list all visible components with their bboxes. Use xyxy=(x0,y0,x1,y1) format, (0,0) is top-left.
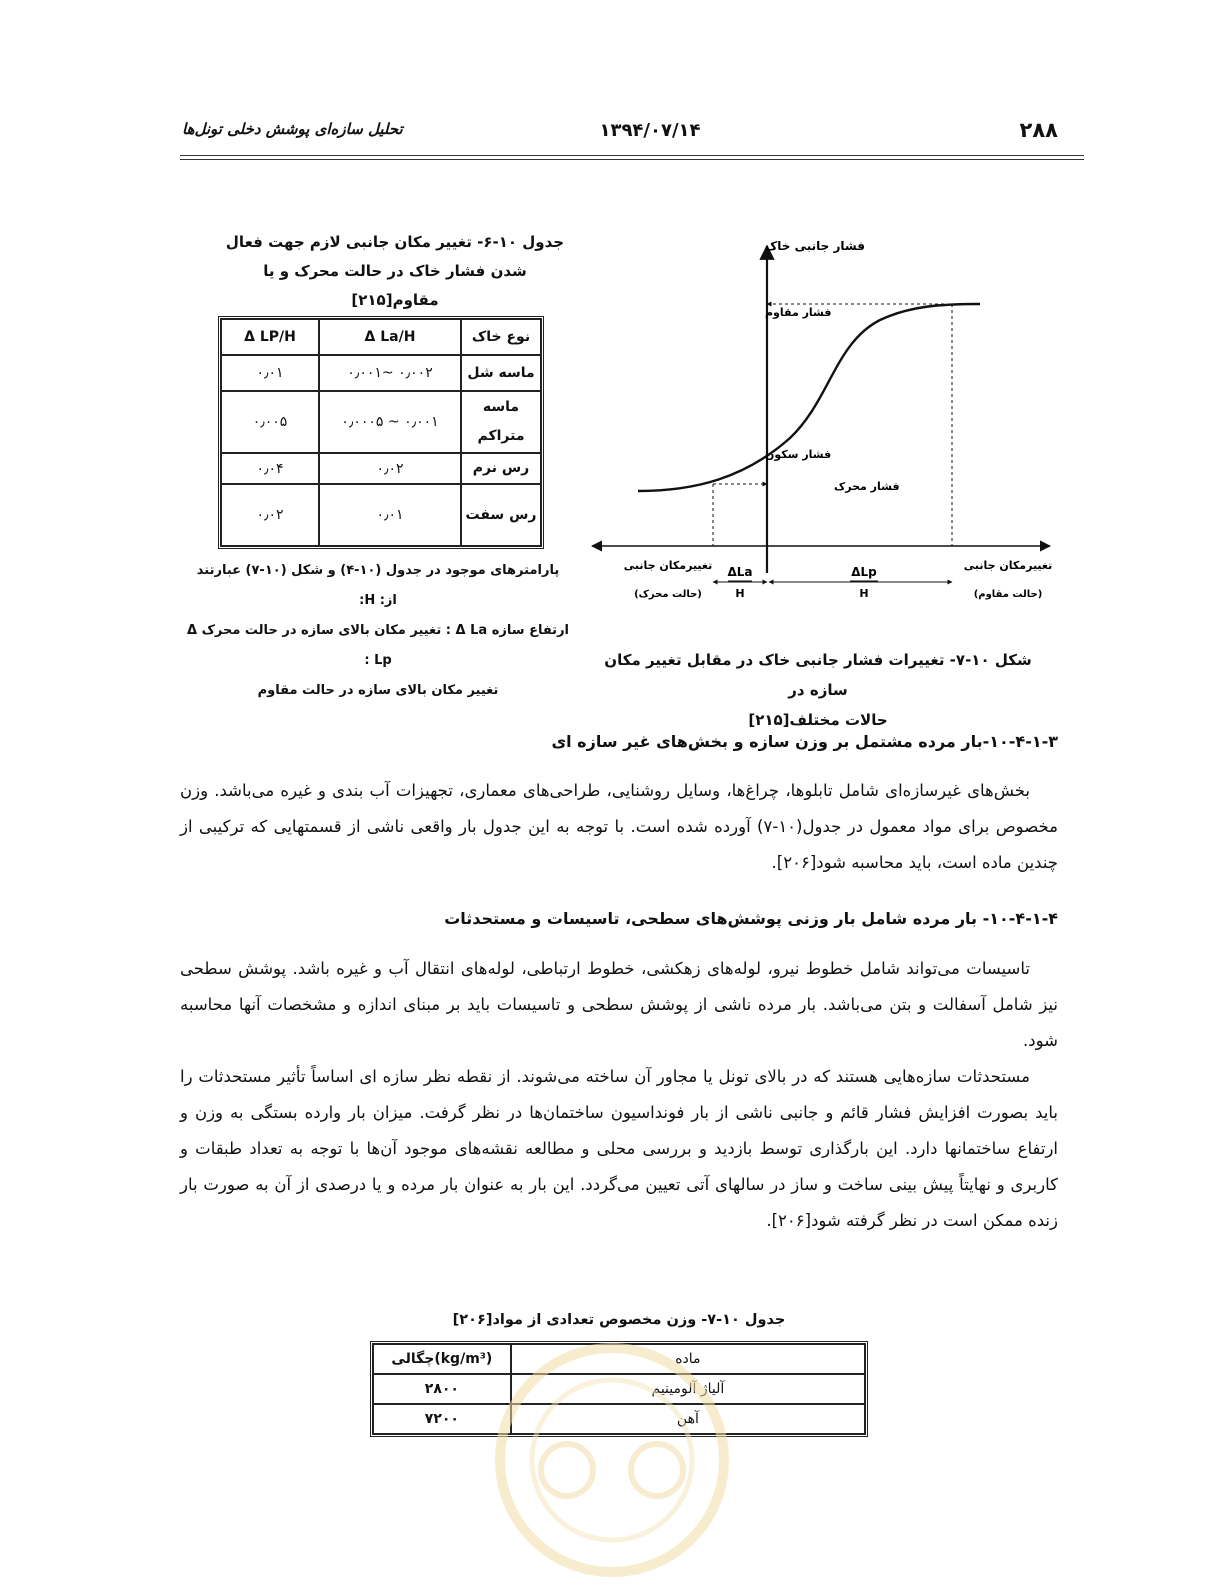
header-lp: Δ LP/H xyxy=(221,319,319,355)
cell-lp: ۰٫۰۰۵ xyxy=(221,391,319,453)
dlp-label: ΔLp xyxy=(851,565,877,579)
cell-material: آهن xyxy=(511,1404,865,1434)
cell-material: آلیاژ آلومینیم xyxy=(511,1374,865,1404)
cell-la: ۰٫۰۲ xyxy=(319,453,461,484)
header-density: چگالی(kg/m³) xyxy=(373,1344,511,1374)
parameter-note-line1: پارامترهای موجود در جدول (۱۰-۴) و شکل (۱۰-۷) عبارتند از: H: xyxy=(196,563,560,608)
dlp-denominator: H xyxy=(859,587,869,600)
table-10-6-caption-line3: مقاوم[۲۱۵] xyxy=(351,291,439,309)
figure-caption-line1: شکل ۱۰-۷- تغییرات فشار جانبی خاک در مقابل تغییر مکان سازه در xyxy=(604,651,1032,699)
header-rule-top xyxy=(180,155,1084,156)
right-axis-label-line1: تغییرمکان جانبی xyxy=(963,559,1053,572)
section-4-paragraph-2: مستحدثات سازه‌هایی هستند که در بالای تونل یا مجاور آن ساخته می‌شوند. از نقطه نظر سازه ای اساساً تأثیر مستحدثات را باید بصورت افزایش فشار قائم و جانبی ناشی از بار فونداسیون ساختمان‌ها در نظر گرفت. میزان بار وارده بستگی به وزن و ارتفاع ساختمانها دارد. این بارگذاری توسط بازدید و بررسی محلی و مطالعه نقشه‌های موجود آن‌ها با توجه به تعداد طبقات و کاربری و نهایتاً پیش بینی ساخت و ساز در سالهای آتی تعیین می‌گردد. این بار به عنوان بار مرده و یا درصدی از آن به صورت بار زنده ممکن است در نظر گرفته شود[۲۰۶]. xyxy=(180,1067,1058,1230)
table-row xyxy=(221,355,541,391)
left-axis-label-line2: (حالت محرک) xyxy=(634,589,702,600)
right-axis-label-line2: (حالت مقاوم) xyxy=(973,589,1043,600)
section-heading-10-4-1-4: ۱۰-۴-۱-۴- بار مرده شامل بار وزنی پوشش‌های سطحی، تاسیسات و مستحدثات xyxy=(444,909,1058,928)
cell-soil: ماسه متراکم xyxy=(461,391,541,453)
table-10-6 xyxy=(218,316,544,549)
figure-caption-line2: حالات مختلف[۲۱۵] xyxy=(748,711,888,729)
cell-soil: رس سفت xyxy=(461,484,541,546)
table-10-6-caption-line2: شدن فشار خاک در حالت محرک و یا xyxy=(263,262,527,280)
label-active-pressure: فشار محرک xyxy=(834,480,900,493)
parameter-note-line2: ارتفاع سازه Δ La : تغییر مکان بالای سازه در حالت محرک Δ Lp : xyxy=(186,623,570,668)
cell-la: ۰٫۰۱ xyxy=(319,484,461,546)
figure-10-7 xyxy=(580,228,1060,608)
header-soil: نوع خاک xyxy=(461,319,541,355)
cell-la: ۰٫۰۰۰۵ ~ ۰٫۰۰۱ xyxy=(319,391,461,453)
dla-label: ΔLa xyxy=(727,565,753,579)
watermark-seal xyxy=(482,1320,742,1584)
left-axis-label-line1: تغییرمکان جانبی xyxy=(623,559,713,572)
section-4-paragraph-1: تاسیسات می‌تواند شامل خطوط نیرو، لوله‌های زهکشی، خطوط ارتباطی، لوله‌های انتقال آب و غیره باشد. پوشش سطحی نیز شامل آسفالت و بتن می‌باشد. بار مرده ناشی از پوشش سطحی و تاسیسات باید بر مبنای اندازه و مشخصات آنها محاسبه شود. xyxy=(180,959,1058,1050)
table-row xyxy=(221,391,541,453)
table-row xyxy=(221,453,541,484)
parameter-note-line3: تغییر مکان بالای سازه در حالت مقاوم xyxy=(257,683,499,698)
label-rest-pressure: فشار سکون xyxy=(765,448,832,461)
table-row xyxy=(221,484,541,546)
cell-density: ۷۲۰۰ xyxy=(373,1404,511,1434)
y-axis-label: فشار جانبی خاک xyxy=(765,239,865,253)
running-header-date: ۱۳۹۴/۰۷/۱۴ xyxy=(599,120,701,141)
dla-denominator: H xyxy=(735,587,745,600)
header-la: Δ La/H xyxy=(319,319,461,355)
cell-lp: ۰٫۰۲ xyxy=(221,484,319,546)
header-material: ماده xyxy=(511,1344,865,1374)
pressure-curve xyxy=(638,304,980,491)
table-10-6-caption xyxy=(200,228,590,315)
figure-10-7-caption xyxy=(598,645,1038,735)
cell-soil: ماسه شل xyxy=(461,355,541,391)
table-header-row xyxy=(221,319,541,355)
table-10-6-caption-line1: جدول ۱۰-۶- تغییر مکان جانبی لازم جهت فعال xyxy=(225,233,565,251)
cell-soil: رس نرم xyxy=(461,453,541,484)
cell-lp: ۰٫۰۴ xyxy=(221,453,319,484)
cell-density: ۲۸۰۰ xyxy=(373,1374,511,1404)
table-10-7-caption: جدول ۱۰-۷- وزن مخصوص تعدادی از مواد[۲۰۶] xyxy=(452,1312,786,1328)
cell-la: ۰٫۰۰۱~ ۰٫۰۰۲ xyxy=(319,355,461,391)
section-heading-10-4-1-3: ۱۰-۴-۱-۳-بار مرده مشتمل بر وزن سازه و بخش‌های غیر سازه ای xyxy=(551,732,1058,751)
header-rule-bottom xyxy=(180,159,1084,160)
running-header-title: تحلیل سازه‌ای پوشش دخلی تونل‌ها xyxy=(182,120,403,138)
cell-lp: ۰٫۰۱ xyxy=(221,355,319,391)
parameter-note xyxy=(186,556,570,706)
section-3-paragraph: بخش‌های غیرسازه‌ای شامل تابلوها، چراغ‌ها، وسایل روشنایی، طراحی‌های معماری، تجهیزات آب بندی و غیره می‌باشد. وزن مخصوص برای مواد معمول در جدول(۱۰-۷) آورده شده است. با توجه به این جدول بار واقعی ناشی از قسمتهایی که ترکیبی از چندین ماده است، باید محاسبه شود[۲۰۶]. xyxy=(180,781,1058,872)
page-number: ۲۸۸ xyxy=(1019,118,1058,142)
label-passive-pressure: فشار مقاوم xyxy=(765,306,832,319)
